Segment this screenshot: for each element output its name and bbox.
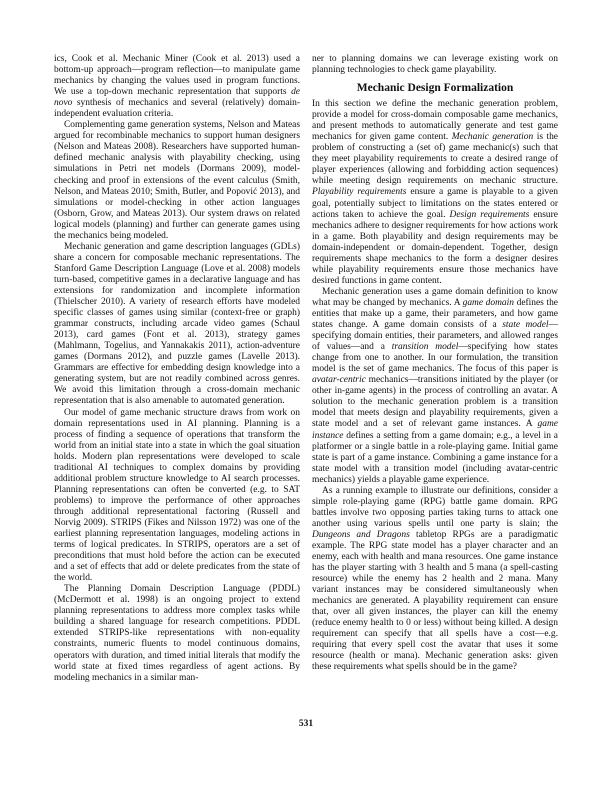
emphasis: transition model — [391, 342, 459, 353]
emphasis: Design requirements — [449, 209, 530, 220]
emphasis: state model — [502, 320, 549, 331]
right-column — [312, 54, 558, 674]
text-segment: tabletop RPGs are a paradigmatic example. The RPG state model has a player character and an enemy, each with health and mana resources. One game instance has the player starting with 3 health and 5 mana (a spell-casting resource) while the enemy has 2 health and 2 mana. Many variant instances may be considered simultaneously when mechanics are generated. A playability requirement can ensure that, over all given instances, the player can kill the enemy (reduce enemy health to 0 or less) without being killed. A design requirement can specify that all spells have a cost—e.g. requiring that every spell cost the avatar that uses it some resource (health or mana). Mechanic generation asks: given these requirements what spells should be in the game? — [312, 529, 559, 673]
text-segment: Mechanic generation uses a game domain definition to know what may be changed by mechanics. A — [312, 286, 558, 308]
text-segment: ensure mechanics adhere to designer requirements for how actions work in a game. Both playability and design requirements may be domain-independent or domain-dependent. Together, design requirements shape mechanics to the form a designer desires while playability requirements ensure those mechanics have desired functions in game content. — [312, 209, 558, 286]
emphasis: game domain — [462, 297, 514, 308]
text-segment: In this section we define the mechanic generation problem, provide a model for cross-domain composable game mechanics, and present methods to automatically generate and test game mechanics for given game content. — [312, 99, 558, 143]
paragraph — [312, 99, 558, 287]
paragraph: ner to planning domains we can leverage existing work on planning technologies to check game playability. — [312, 54, 558, 76]
emphasis: avatar-centric — [312, 375, 366, 386]
text-segment: is the problem of constructing a (set of) game mechanic(s) such that they meet playability requirements to create a desired range of player experiences (allowing and forbidding action sequences) while meeting design requirements on mechanic structure. — [312, 132, 558, 187]
text-segment: —specifying domain entities, their parameters, and allowed ranges of values—and a — [312, 320, 558, 353]
emphasis: Mechanic generation — [451, 132, 534, 143]
paragraph: Complementing game generation systems, Nelson and Mateas argued for recombinable mechanics to support human designers (Nelson and Mateas 2008). Researchers have supported human-defined mechanic analysis with playability checking, using simulations in Petri net models (Dormans 2009), model-checking and proof in extensions of the event calculus (Smith, Nelson, and Mateas 2010; Smith, Butler, and Popović 2013), and simulations or model-checking in other action languages (Osborn, Grow, and Mateas 2013). Our system draws on related logical models (planning) and further can generate games using the mechanics being modeled. — [54, 120, 300, 241]
left-column — [54, 54, 300, 684]
page-number: 531 — [298, 719, 314, 729]
paragraph — [54, 54, 300, 120]
emphasis: de novo — [54, 87, 300, 109]
paragraph: Our model of game mechanic structure draws from work on domain representations used in AI planning. Planning is a process of finding a sequence of operations that transform the world from an initial state into a state in which the goal situation holds. Modern plan representations were developed to scale traditional AI techniques to complex domains by providing additional problem structure knowledge to AI search processes. Planning representations can often be converted (e.g. to SAT problems) to improve the performance of other approaches through additional representational factoring (Russell and Norvig 2009). STRIPS (Fikes and Nilsson 1972) was one of the earliest planning representation languages, modeling actions in terms of logical predicates. In STRIPS, operators are a set of preconditions that must hold before the action can be executed and a set of effects that add or delete predicates from the state of the world. — [54, 407, 300, 584]
text-segment: mechanics—transitions initiated by the player (or other in-game agents) in the process of controlling an avatar. A solution to the mechanic generation problem is a transition model that meets design and playability requirements, given a state model and a set of relevant game instances. A — [312, 375, 558, 430]
text-segment: synthesis of mechanics and several (relatively) domain-independent evaluation criteria. — [54, 98, 300, 120]
section-heading: Mechanic Design Formalization — [356, 82, 514, 95]
paragraph — [312, 486, 558, 674]
text-segment: —specifying how states change from one to another. In our formulation, the transition model is the set of game mechanics. The focus of this paper is — [312, 342, 558, 375]
paragraph — [312, 287, 558, 486]
emphasis: Playability requirements — [312, 187, 407, 198]
text-segment: defines a setting from a game domain; e.g., a level in a platformer or a single battle in a role-playing game. Initial game state is part of a game instance. Combining a game instance for a state model with a transition model (including avatar-centric mechanics) yields a playable game experience. — [312, 430, 558, 485]
text-segment: ensure a game is playable to a given goal, potentially subject to limitations on the states entered or actions taken to achieve the goal. — [312, 187, 558, 220]
emphasis: game instance — [312, 419, 558, 441]
paragraph: The Planning Domain Description Language (PDDL) (McDermott et al. 1998) is an ongoing project to extend planning representations to address more complex tasks while building a shared language for research competitions. PDDL extended STRIPS-like representations with non-equality constraints, numeric fluents to model continuous domains, operators with duration, and timed initial literals that modify the world state at fixed times regardless of agent actions. By modeling mechanics in a similar man- — [54, 584, 300, 683]
text-segment: defines the entities that make up a game, their parameters, and how game states change. A game domain consists of a — [312, 297, 558, 331]
paragraph: Mechanic generation and game description languages (GDLs) share a concern for composable mechanic representations. The Stanford Game Description Language (Love et al. 2008) models turn-based, competitive games in a declarative language and has extensions for randomization and incomplete information (Thielscher 2010). A variety of research efforts have modeled specific classes of games using similar (context-free or graph) grammar constructs, including arcade video games (Schaul 2013), card games (Font et al. 2013), strategy games (Mahlmann, Togelius, and Yannakakis 2011), action-adventure games (Dormans 2012), and puzzle games (Lavelle 2013). Grammars are effective for embedding design knowledge into a generating system, but are not readily combined across genres. We avoid this limitation through a cross-domain mechanic representation that is also amenable to automated generation. — [54, 241, 300, 407]
text-segment: As a running example to illustrate our definitions, consider a simple role-playing game (RPG) battle game domain. RPG battles involve two opposing parties taking turns to attack one another using various spells until one party is slain; the — [312, 485, 558, 529]
text-segment: ics, Cook et al. Mechanic Miner (Cook et al. 2013) used a bottom-up approach—program reflection—to manipulate game mechanics by changing the values used in program functions. We use a top-down mechanic representation that supports — [54, 54, 300, 98]
emphasis: Dungeons and Dragons — [312, 529, 410, 540]
